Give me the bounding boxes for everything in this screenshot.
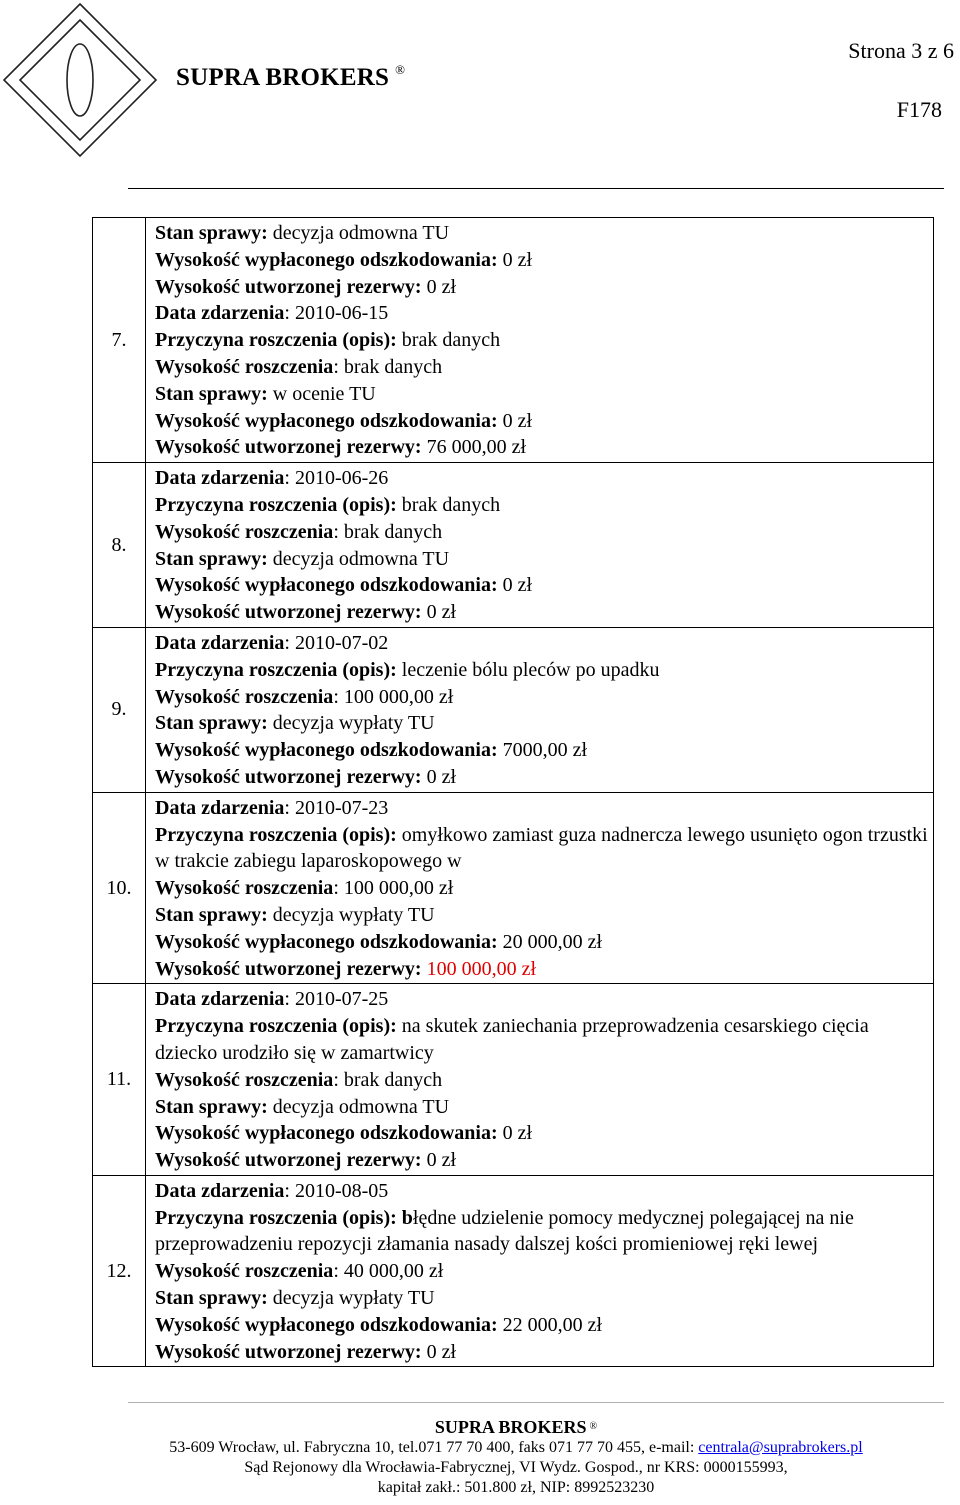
field-label: Wysokość roszczenia <box>155 1068 334 1091</box>
claim-field <box>155 1094 929 1121</box>
claim-field <box>155 1205 929 1259</box>
field-label: Wysokość utworzonej rezerwy: <box>155 275 422 298</box>
registered-mark: ® <box>395 62 406 77</box>
footer-court: Sąd Rejonowy dla Wrocławia-Fabrycznej, VI Wydz. Gospod., nr KRS: 0000155993, <box>244 1459 788 1476</box>
field-label: Wysokość roszczenia <box>155 877 334 900</box>
field-label: Wysokość wypłaconego odszkodowania: <box>155 739 498 762</box>
claim-field <box>155 795 929 822</box>
claim-field <box>155 657 929 684</box>
field-value: : brak danych <box>333 355 443 378</box>
claim-field <box>155 519 929 546</box>
claim-row <box>93 984 934 1176</box>
field-label: Wysokość wypłaconego odszkodowania: <box>155 248 498 271</box>
field-value: 0 zł <box>497 1122 533 1145</box>
field-label: Stan sprawy: <box>155 382 268 405</box>
field-label: Wysokość wypłaconego odszkodowania: <box>155 409 498 432</box>
field-value: 7000,00 zł <box>497 739 588 762</box>
claim-field <box>155 572 929 599</box>
field-value: : 100 000,00 zł <box>333 877 454 900</box>
claim-field <box>155 381 929 408</box>
claim-number: 8. <box>93 463 146 628</box>
field-value: 100 000,00 zł <box>421 957 537 980</box>
field-label: Data zdarzenia <box>155 796 285 819</box>
footer-brand: SUPRA BROKERS ® <box>434 1417 598 1437</box>
footer-capital: kapitał zakł.: 501.800 zł, NIP: 8992523230 <box>377 1479 655 1496</box>
field-value: 0 zł <box>497 409 533 432</box>
claim-field <box>155 710 929 737</box>
field-label: Przyczyna roszczenia (opis): <box>155 329 397 352</box>
claim-field <box>155 986 929 1013</box>
field-label: Przyczyna roszczenia (opis): <box>155 658 397 681</box>
field-label: Data zdarzenia <box>155 988 285 1011</box>
field-label: Wysokość roszczenia <box>155 355 334 378</box>
field-value: leczenie bólu pleców po upadku <box>396 658 660 681</box>
field-value: 0 zł <box>421 601 457 624</box>
field-label: Wysokość utworzonej rezerwy: <box>155 601 422 624</box>
claim-row <box>93 1175 934 1367</box>
field-label: Data zdarzenia <box>155 1179 285 1202</box>
footer-email-link[interactable]: centrala@suprabrokers.pl <box>698 1439 863 1456</box>
field-label: Stan sprawy: <box>155 1287 268 1310</box>
claim-field <box>155 929 929 956</box>
form-code: F178 <box>896 97 942 122</box>
field-label: Wysokość wypłaconego odszkodowania: <box>155 1122 498 1145</box>
claim-field <box>155 1312 929 1339</box>
field-value: w ocenie TU <box>267 382 376 405</box>
claim-field <box>155 1339 929 1366</box>
claim-field <box>155 956 929 983</box>
field-value: brak danych <box>396 329 501 352</box>
footer-divider <box>128 1402 944 1403</box>
field-value: decyzja wypłaty TU <box>267 712 435 735</box>
field-label: Data zdarzenia <box>155 631 285 654</box>
claim-number: 11. <box>93 984 146 1176</box>
field-value: : 2010-06-15 <box>284 302 389 325</box>
claim-field <box>155 1285 929 1312</box>
claim-field <box>155 247 929 274</box>
claim-number: 7. <box>93 218 146 463</box>
field-value: 20 000,00 zł <box>497 930 603 953</box>
field-label: Stan sprawy: <box>155 1095 268 1118</box>
field-value: 0 zł <box>497 248 533 271</box>
field-label: Data zdarzenia <box>155 467 285 490</box>
claim-field <box>155 1013 929 1067</box>
claim-details <box>146 463 934 628</box>
field-value: omyłkowo zamiast guza nadnercza lewego usunięto ogon trzustki w trakcie zabiegu laparoskopowego w <box>155 823 928 873</box>
claim-field <box>155 764 929 791</box>
claim-details <box>146 792 934 984</box>
field-label: Wysokość wypłaconego odszkodowania: <box>155 574 498 597</box>
field-value: 22 000,00 zł <box>497 1313 603 1336</box>
field-value: : 40 000,00 zł <box>333 1260 444 1283</box>
page-number: Strona 3 z 6 <box>848 38 954 63</box>
claim-field <box>155 599 929 626</box>
claim-details <box>146 1175 934 1367</box>
field-value: : 2010-08-05 <box>284 1179 389 1202</box>
claim-field <box>155 1120 929 1147</box>
field-label: Wysokość wypłaconego odszkodowania: <box>155 1313 498 1336</box>
footer-address: 53-609 Wrocław, ul. Fabryczna 10, tel.071 77 70 400, faks 071 77 70 455, e-mail: centrala@suprabrokers.pl <box>169 1439 863 1456</box>
field-label: Przyczyna roszczenia (opis): b <box>155 1206 413 1229</box>
company-logo-icon <box>0 0 160 160</box>
field-label: Data zdarzenia <box>155 302 285 325</box>
footer <box>100 1416 932 1498</box>
claim-row <box>93 627 934 792</box>
field-label: Wysokość utworzonej rezerwy: <box>155 957 422 980</box>
header-divider <box>128 188 944 189</box>
claim-field <box>155 902 929 929</box>
field-label: Wysokość roszczenia <box>155 520 334 543</box>
claim-field <box>155 327 929 354</box>
field-value: decyzja odmowna TU <box>267 222 450 244</box>
claim-field <box>155 875 929 902</box>
field-value: brak danych <box>396 493 501 516</box>
field-value: 0 zł <box>421 765 457 788</box>
field-value: 0 zł <box>421 1340 457 1363</box>
field-value: 0 zł <box>497 574 533 597</box>
field-value: decyzja odmowna TU <box>267 547 450 570</box>
field-value: : 2010-06-26 <box>284 467 389 490</box>
claim-details <box>146 984 934 1176</box>
claim-field <box>155 1258 929 1285</box>
field-label: Przyczyna roszczenia (opis): <box>155 493 397 516</box>
field-label: Stan sprawy: <box>155 712 268 735</box>
field-label: Przyczyna roszczenia (opis): <box>155 1015 397 1038</box>
field-value: : 100 000,00 zł <box>333 685 454 708</box>
claim-field <box>155 822 929 876</box>
field-label: Stan sprawy: <box>155 903 268 926</box>
claim-row <box>93 463 934 628</box>
claim-row <box>93 792 934 984</box>
field-value: 0 zł <box>421 275 457 298</box>
field-value: : brak danych <box>333 1068 443 1091</box>
field-value: decyzja wypłaty TU <box>267 1287 435 1310</box>
field-value: 0 zł <box>421 1149 457 1172</box>
field-label: Wysokość utworzonej rezerwy: <box>155 1149 422 1172</box>
field-value: na skutek zaniechania przeprowadzenia cesarskiego cięcia dziecko urodziło się w zamartwicy <box>155 1015 869 1064</box>
field-value: : brak danych <box>333 520 443 543</box>
claim-details <box>146 218 934 463</box>
field-value: : 2010-07-25 <box>284 988 389 1011</box>
claim-field <box>155 220 929 247</box>
field-value: łędne udzielenie pomocy medycznej polegającej na nie przeprowadzeniu repozycji złamania nasady dalszej kości promieniowej ręki lewej <box>155 1206 854 1256</box>
claim-number: 12. <box>93 1175 146 1367</box>
claim-number: 9. <box>93 627 146 792</box>
claim-field <box>155 492 929 519</box>
claim-field <box>155 408 929 435</box>
claim-details <box>146 627 934 792</box>
field-value: 76 000,00 zł <box>421 436 527 459</box>
field-value: decyzja odmowna TU <box>267 1095 450 1118</box>
claim-field <box>155 546 929 573</box>
claim-field <box>155 434 929 461</box>
field-value: : 2010-07-23 <box>284 796 389 819</box>
claim-field <box>155 354 929 381</box>
field-value: decyzja wypłaty TU <box>267 903 435 926</box>
field-label: Wysokość utworzonej rezerwy: <box>155 436 422 459</box>
field-label: Wysokość roszczenia <box>155 685 334 708</box>
field-label: Stan sprawy: <box>155 547 268 570</box>
field-label: Stan sprawy: <box>155 222 268 244</box>
claim-field <box>155 300 929 327</box>
claim-field <box>155 630 929 657</box>
claim-field <box>155 1147 929 1174</box>
brand-name: SUPRA BROKERS ® <box>176 62 406 91</box>
claim-field <box>155 737 929 764</box>
field-label: Wysokość wypłaconego odszkodowania: <box>155 930 498 953</box>
claim-row <box>93 218 934 463</box>
field-label: Wysokość utworzonej rezerwy: <box>155 1340 422 1363</box>
claim-field <box>155 274 929 301</box>
field-label: Wysokość utworzonej rezerwy: <box>155 765 422 788</box>
field-value: : 2010-07-02 <box>284 631 389 654</box>
claim-field <box>155 465 929 492</box>
field-label: Przyczyna roszczenia (opis): <box>155 823 397 846</box>
claim-field <box>155 684 929 711</box>
claim-field <box>155 1178 929 1205</box>
claims-table <box>92 217 934 1367</box>
field-label: Wysokość roszczenia <box>155 1260 334 1283</box>
claim-number: 10. <box>93 792 146 984</box>
claim-field <box>155 1067 929 1094</box>
